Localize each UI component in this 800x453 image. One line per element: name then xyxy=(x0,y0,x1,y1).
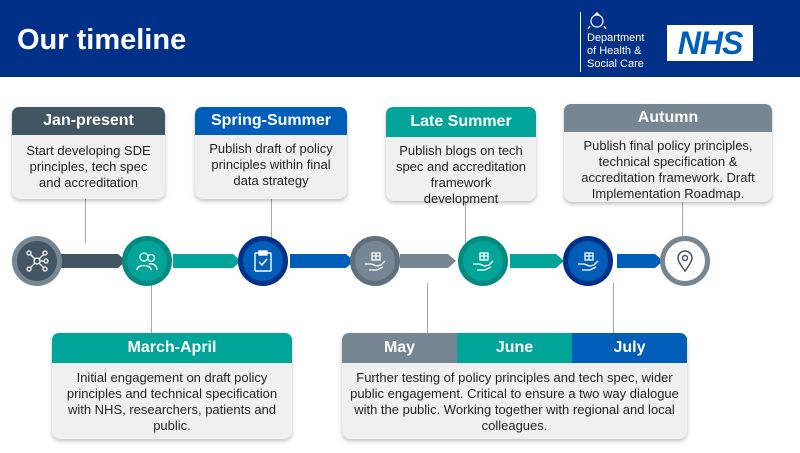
milestone-label-may: May xyxy=(342,333,457,363)
milestone-jan-card xyxy=(12,107,165,199)
gift-node xyxy=(458,236,508,286)
dhsc-logo xyxy=(580,12,659,72)
network-node xyxy=(12,236,62,286)
connector-jan xyxy=(85,195,86,243)
timeline-arrow-segment xyxy=(60,254,130,268)
milestone-label-july: July xyxy=(572,333,687,363)
hand-gift-icon xyxy=(471,249,495,273)
milestone-label: Autumn xyxy=(564,104,772,132)
page-title: Our timeline xyxy=(17,24,187,56)
milestone-label: Late Summer xyxy=(386,107,536,137)
gift-node xyxy=(563,236,613,286)
timeline-arrow-segment xyxy=(400,254,460,268)
milestone-march-card xyxy=(52,333,292,439)
milestone-label-june: June xyxy=(457,333,572,363)
people-node xyxy=(122,236,172,286)
network-icon xyxy=(25,249,49,273)
timeline-arrow-segment xyxy=(290,254,358,268)
header-bar xyxy=(0,0,800,77)
milestone-text: Initial engagement on draft policy principles and technical specification with NHS, researchers, patients and public. xyxy=(66,370,278,433)
people-icon xyxy=(135,249,159,273)
milestone-label: Jan-present xyxy=(12,107,165,135)
connector-spring xyxy=(271,198,272,243)
clipboard-check-icon xyxy=(251,249,275,273)
connector-may xyxy=(427,283,428,335)
clipboard-node xyxy=(238,236,288,286)
milestone-text: Publish blogs on tech spec and accreditation framework development xyxy=(395,143,527,206)
milestone-text: Further testing of policy principles and tech spec, wider public engagement. Critical to ensure a two way dialogue with the public. Working together with regional and local colleagues. xyxy=(350,370,679,433)
timeline-arrow-segment xyxy=(173,254,245,268)
dhsc-wordmark: Department of Health & Social Care xyxy=(587,32,645,70)
milestone-label: March-April xyxy=(52,333,292,363)
gift-node xyxy=(350,236,400,286)
milestone-autumn-card xyxy=(564,104,772,202)
royal-crest-icon xyxy=(587,12,607,30)
location-pin-icon xyxy=(673,249,697,273)
hand-gift-icon xyxy=(576,249,600,273)
hand-gift-icon xyxy=(363,249,387,273)
milestone-text: Publish draft of policy principles within final data strategy xyxy=(209,141,333,188)
milestone-spring-card xyxy=(195,107,347,199)
connector-july xyxy=(613,283,614,335)
milestone-late-summer-card xyxy=(386,107,536,206)
milestone-may-july-card xyxy=(342,333,687,439)
timeline-arrow-segment xyxy=(510,254,568,268)
milestone-text: Publish final policy principles, technical specification & accreditation framework. Draft Implementation Roadmap. xyxy=(581,138,755,201)
location-node xyxy=(660,236,710,286)
milestone-label: Spring-Summer xyxy=(195,107,347,135)
connector-march xyxy=(151,283,152,335)
nhs-logo: NHS xyxy=(667,25,753,61)
milestone-text: Start developing SDE principles, tech spec and accreditation xyxy=(26,143,151,190)
